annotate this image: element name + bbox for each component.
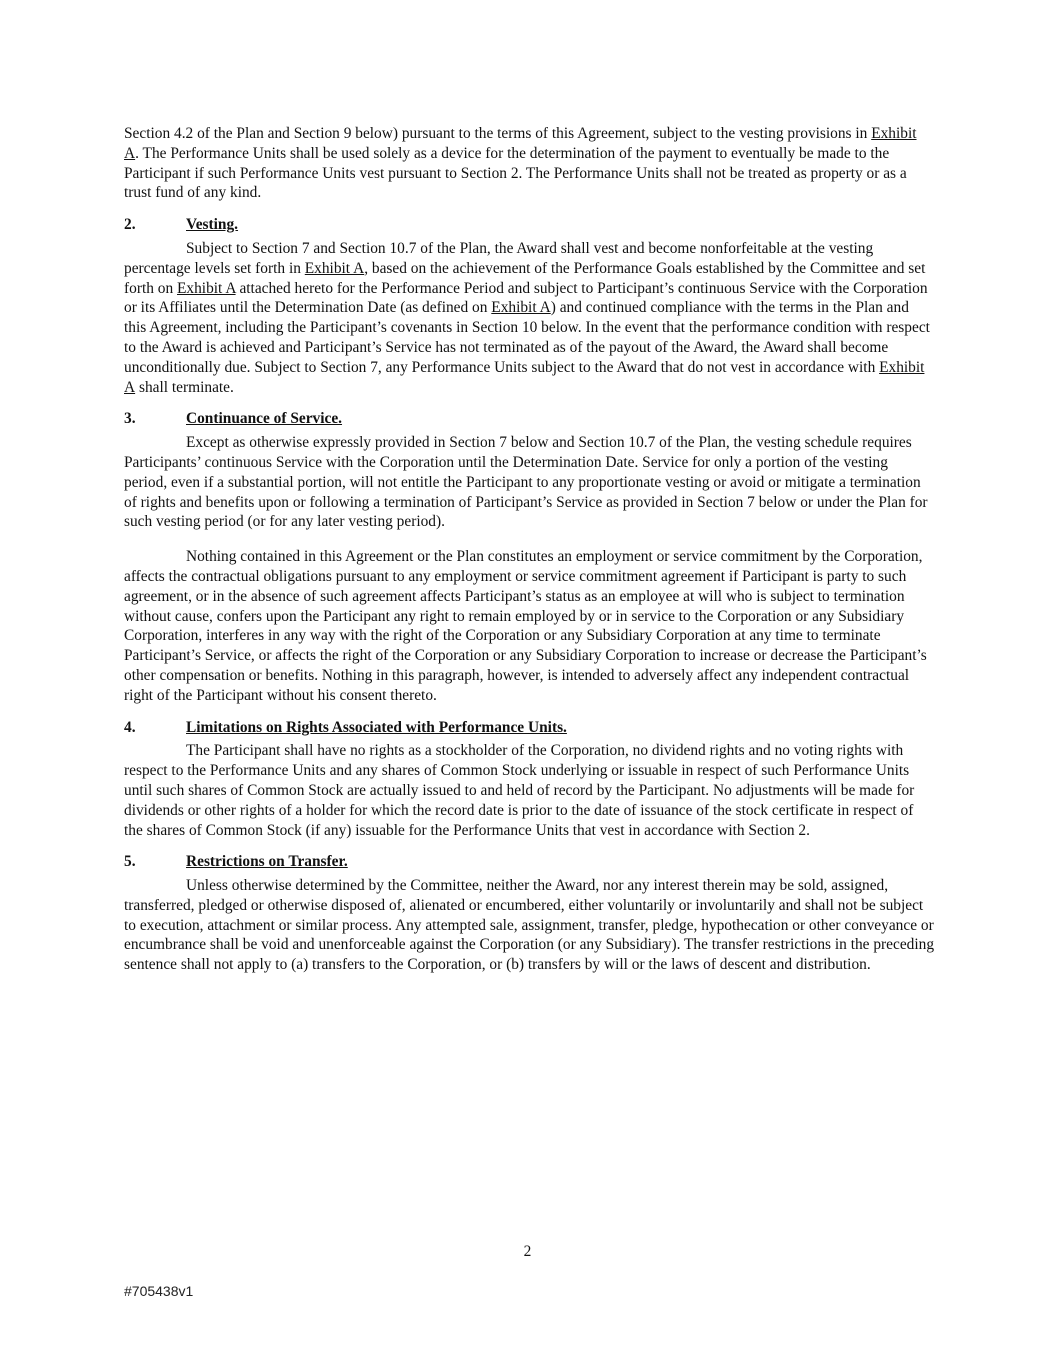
- section-2-text-1: Subject to Section 7 and Section 10.7 of the Plan, the Award shall vest and become nonforfeitable at the vesting percentage levels set forth in: [124, 239, 874, 277]
- section-2-text-5: shall terminate.: [135, 378, 234, 396]
- section-2-number: 2.: [124, 216, 136, 234]
- section-3-heading: [124, 409, 934, 429]
- section-2-text-3: attached hereto for the Performance Period and subject to Participant’s continuous Service with the Corporation or its Affiliates until the Determination Date (as defined on: [124, 279, 928, 317]
- section-5-number: 5.: [124, 853, 136, 871]
- exhibit-a-reference: Exhibit A: [177, 279, 236, 297]
- section-2-paragraph: [124, 239, 934, 397]
- section-2-text-2: , based on the achievement of the Performance Goals established by the Committee and set forth on: [124, 259, 926, 297]
- section-3-title: Continuance of Service.: [186, 410, 343, 428]
- intro-text-2: . The Performance Units shall be used solely as a device for the determination of the payment to eventually be made to the Participant if such Performance Units vest pursuant to Section 2. The Performance Units shall not be treated as property or as a trust fund of any kind.: [124, 144, 907, 202]
- document-body: [124, 124, 934, 975]
- section-2-title: Vesting.: [186, 216, 239, 234]
- section-4-number: 4.: [124, 718, 136, 736]
- section-3-paragraph-1: Except as otherwise expressly provided in Section 7 below and Section 10.7 of the Plan, the vesting schedule requires Participants’ continuous Service with the Corporation until the Determination Date. Service for only a portion of the vesting period, even if a substantial portion, will not entitle the Participant to any proportionate vesting or avoid or mitigate a termination of rights and benefits upon or following a termination of Participant’s Service as provided in Section 7 below or under the Plan for such vesting period (or for any later vesting period).: [124, 434, 928, 531]
- section-5-paragraph: Unless otherwise determined by the Committee, neither the Award, nor any interest therein may be sold, assigned, transferred, pledged or otherwise disposed of, alienated or encumbered, either voluntarily or involuntarily and shall not be subject to execution, attachment or similar process. Any attempted sale, assignment, transfer, pledge, hypothecation or other conveyance or encumbrance shall be void and unenforceable against the Corporation (or any Subsidiary). The transfer restrictions in the preceding sentence shall not apply to (a) transfers to the Corporation, or (b) transfers by will or the laws of descent and distribution.: [124, 877, 935, 974]
- intro-paragraph: [124, 124, 934, 203]
- exhibit-a-reference: Exhibit A: [304, 259, 365, 277]
- section-4-paragraph: The Participant shall have no rights as a stockholder of the Corporation, no dividend rights and no voting rights with respect to the Performance Units and any shares of Common Stock underlying or issuable in respect of such Performance Units until such shares of Common Stock are actually issued to and held of record by the Participant. No adjustments will be made for dividends or other rights of a holder for which the record date is prior to the date of issuance of the stock certificate in respect of the shares of Common Stock (if any) issuable for the Performance Units that vest in accordance with Section 2.: [124, 742, 915, 839]
- intro-text-1: Section 4.2 of the Plan and Section 9 below) pursuant to the terms of this Agreement, subject to the vesting provisions in: [124, 125, 872, 142]
- section-3-paragraph-2: Nothing contained in this Agreement or the Plan constitutes an employment or service commitment by the Corporation, affects the contractual obligations pursuant to any employment or service commitment agreement if Participant is party to such agreement, or in the absence of such agreement affects Participant’s status as an employee at will who is subject to termination without cause, confers upon the Participant any right to remain employed by or in service to the Corporation or any Subsidiary Corporation, interferes in any way with the right of the Corporation or any Subsidiary Corporation at any time to terminate Participant’s Service, or affects the right of the Corporation or any Subsidiary Corporation to increase or decrease the Participant’s other compensation or benefits. Nothing in this paragraph, however, is intended to adversely affect any independent contractual right of the Participant without his consent thereto.: [124, 548, 927, 704]
- exhibit-a-reference: Exhibit A: [491, 299, 551, 317]
- section-4-heading: [124, 718, 934, 738]
- section-2-text-4: ) and continued compliance with the terms in the Plan and this Agreement, including the Participant’s covenants in Section 10 below. In the event that the performance condition with respect to the Award is achieved and Participant’s Service has not terminated as of the payout of the Award, the Award shall become unconditionally due. Subject to Section 7, any Performance Units subject to the Award that do not vest in accordance with: [124, 299, 930, 376]
- section-5-heading: [124, 852, 934, 872]
- section-2-heading: [124, 215, 934, 235]
- document-id: #705438v1: [124, 1283, 194, 1299]
- page-number: 2: [523, 1243, 532, 1260]
- section-5-title: Restrictions on Transfer.: [186, 853, 348, 871]
- exhibit-a-reference: Exhibit A: [124, 358, 925, 396]
- section-4-title: Limitations on Rights Associated with Performance Units.: [186, 718, 567, 736]
- section-3-number: 3.: [124, 410, 136, 428]
- exhibit-a-reference: Exhibit A: [124, 125, 917, 162]
